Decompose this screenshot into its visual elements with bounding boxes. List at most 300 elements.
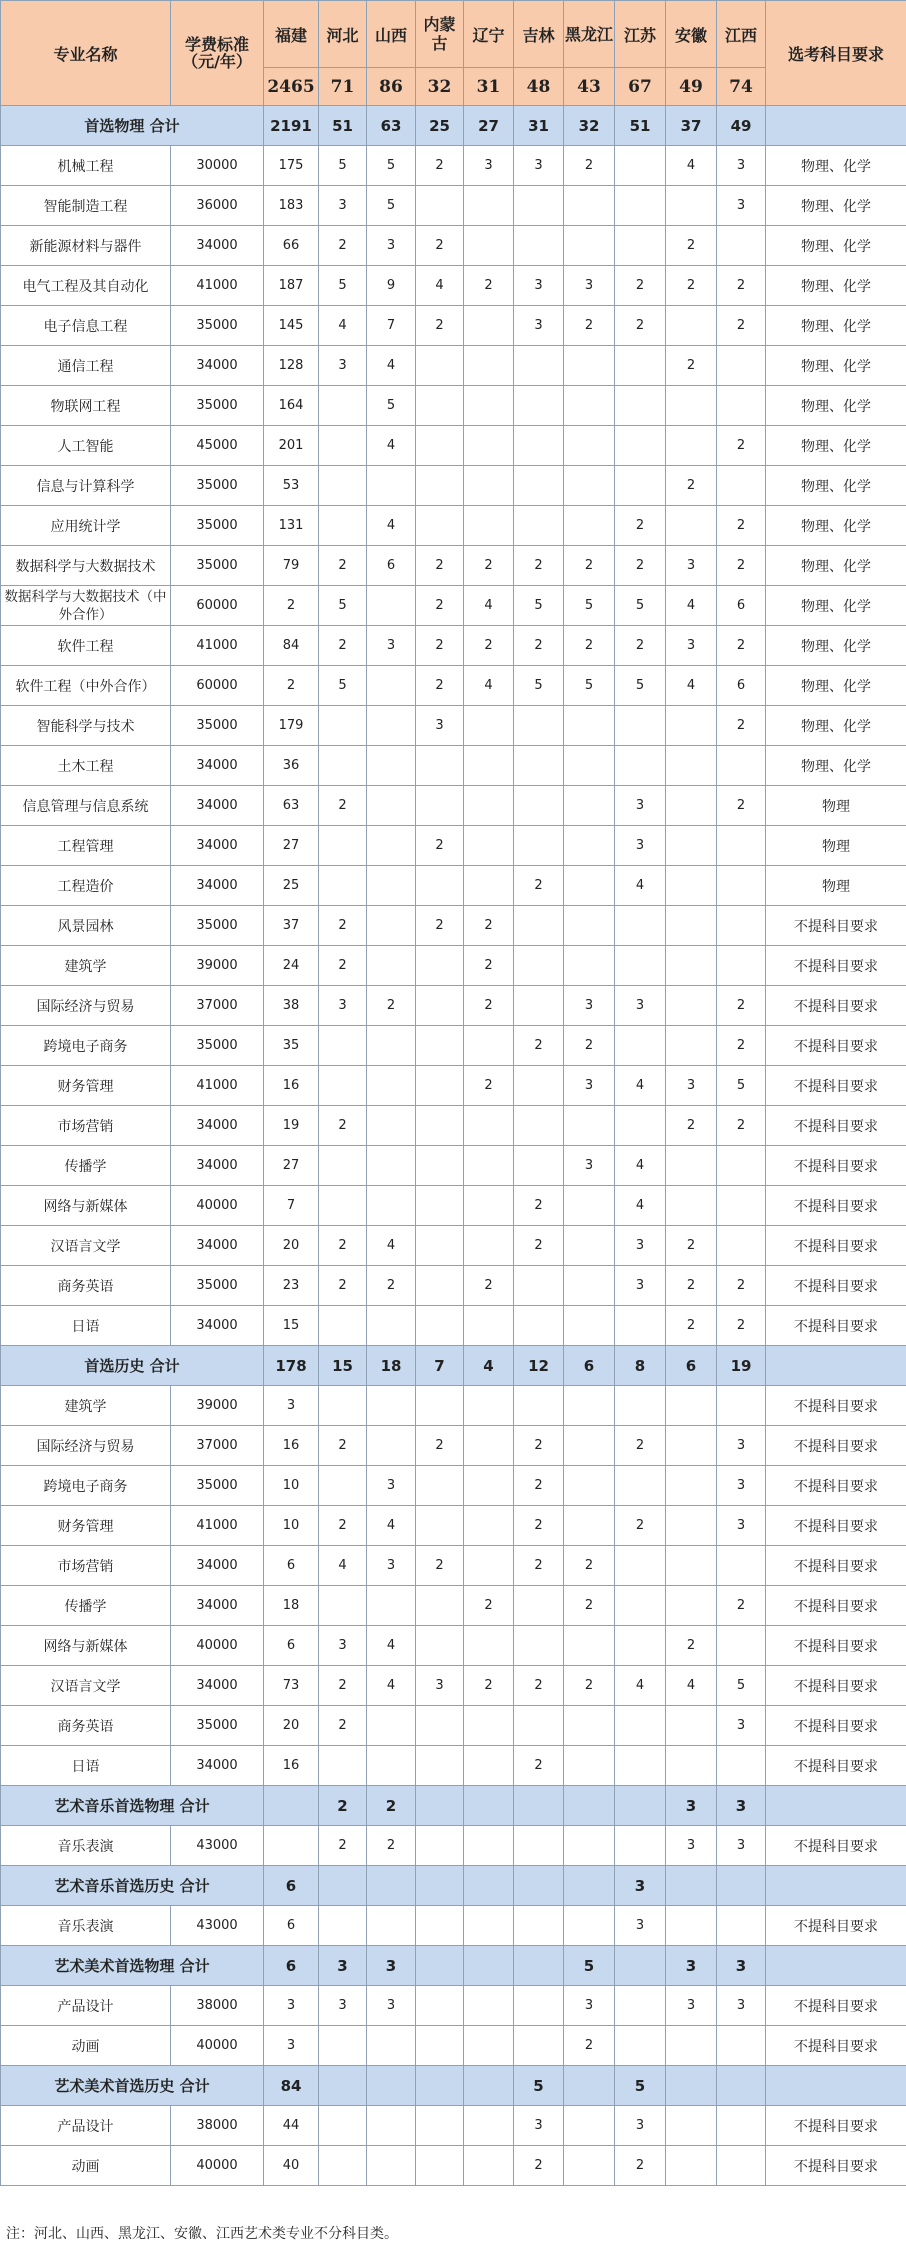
major-name: 智能制造工程 [1,186,171,226]
quota-cell: 2 [717,1266,766,1306]
quota-cell [416,946,464,986]
quota-cell [319,1186,367,1226]
quota-cell [615,2026,666,2066]
quota-cell [615,1386,666,1426]
quota-cell: 2 [367,1266,416,1306]
major-name: 市场营销 [1,1106,171,1146]
quota-cell: 15 [264,1306,319,1346]
quota-cell [367,1746,416,1786]
quota-cell: 2 [319,786,367,826]
quota-cell: 4 [367,346,416,386]
quota-cell [717,1386,766,1426]
quota-cell [564,1826,615,1866]
quota-cell: 5 [514,666,564,706]
quota-cell [514,1786,564,1826]
quota-cell [319,1386,367,1426]
quota-cell [717,1626,766,1666]
quota-cell [666,1186,717,1226]
quota-cell [564,1106,615,1146]
quota-cell: 4 [666,1666,717,1706]
table-row [1,306,906,346]
table-row [1,1026,906,1066]
quota-cell [319,1906,367,1946]
quota-cell: 51 [615,106,666,146]
quota-cell [367,706,416,746]
major-name: 电子信息工程 [1,306,171,346]
quota-cell [416,746,464,786]
quota-cell: 32 [564,106,615,146]
quota-cell: 3 [464,146,514,186]
quota-cell: 4 [319,1546,367,1586]
quota-cell [416,2026,464,2066]
quota-cell: 6 [367,546,416,586]
quota-cell: 8 [615,1346,666,1386]
quota-cell [666,906,717,946]
province-header: 江苏 [615,1,666,68]
fee-cell: 34000 [171,1106,264,1146]
quota-cell [615,186,666,226]
quota-cell: 5 [319,266,367,306]
quota-cell [514,186,564,226]
quota-cell: 3 [615,1906,666,1946]
requirement-cell: 物理、化学 [766,386,906,426]
quota-cell [464,1386,514,1426]
quota-cell: 2 [717,506,766,546]
quota-cell [514,466,564,506]
fee-cell: 41000 [171,1066,264,1106]
quota-cell [416,1786,464,1826]
table-row [1,506,906,546]
requirement-cell: 不提科目要求 [766,2106,906,2146]
table-row [1,706,906,746]
quota-cell: 3 [367,226,416,266]
quota-cell: 4 [666,586,717,626]
requirement-cell: 不提科目要求 [766,986,906,1026]
quota-cell: 2 [319,946,367,986]
requirement-cell: 物理 [766,866,906,906]
quota-cell: 4 [666,146,717,186]
quota-cell: 2 [319,1506,367,1546]
quota-cell: 5 [615,586,666,626]
quota-cell: 3 [717,1706,766,1746]
major-name: 财务管理 [1,1066,171,1106]
quota-cell [416,1946,464,1986]
quota-cell: 2 [464,986,514,1026]
requirement-cell: 不提科目要求 [766,1506,906,1546]
quota-cell: 15 [319,1346,367,1386]
quota-cell: 201 [264,426,319,466]
quota-cell [615,1306,666,1346]
quota-cell: 183 [264,186,319,226]
quota-cell [717,226,766,266]
requirement-cell: 不提科目要求 [766,906,906,946]
quota-cell: 40 [264,2146,319,2186]
requirement-cell: 不提科目要求 [766,1066,906,1106]
quota-cell: 44 [264,2106,319,2146]
quota-cell [666,746,717,786]
major-name: 新能源材料与器件 [1,226,171,266]
quota-cell: 2 [717,786,766,826]
quota-cell [615,346,666,386]
quota-cell: 2 [666,466,717,506]
quota-cell: 84 [264,626,319,666]
major-name: 汉语言文学 [1,1226,171,1266]
footnote: 注：河北、山西、黑龙江、安徽、江西艺术类专业不分科目类。 [6,2226,398,2242]
fee-cell: 40000 [171,1626,264,1666]
quota-cell [416,866,464,906]
quota-cell: 6 [717,586,766,626]
fee-cell: 40000 [171,2026,264,2066]
quota-cell [367,2146,416,2186]
requirement-cell: 物理、化学 [766,546,906,586]
subtotal-label: 首选物理 合计 [1,106,264,146]
quota-cell: 79 [264,546,319,586]
quota-cell [416,1386,464,1426]
quota-cell [666,506,717,546]
requirement-cell [766,106,906,146]
requirement-cell: 不提科目要求 [766,1466,906,1506]
quota-cell [416,2066,464,2106]
quota-cell [615,1746,666,1786]
total-cell: 49 [666,68,717,106]
quota-cell [615,1466,666,1506]
quota-cell [717,746,766,786]
quota-cell [416,2146,464,2186]
quota-cell [416,186,464,226]
quota-cell [367,1706,416,1746]
quota-cell: 4 [615,1066,666,1106]
quota-cell: 4 [615,1146,666,1186]
requirement-cell: 不提科目要求 [766,2026,906,2066]
fee-cell: 35000 [171,386,264,426]
fee-cell: 43000 [171,1906,264,1946]
fee-cell: 35000 [171,306,264,346]
province-header: 吉林 [514,1,564,68]
quota-cell: 2 [514,1426,564,1466]
quota-cell [666,1746,717,1786]
quota-cell: 2 [564,146,615,186]
quota-cell [416,1906,464,1946]
quota-cell [367,746,416,786]
quota-cell [367,1866,416,1906]
fee-cell: 34000 [171,1546,264,1586]
quota-cell [564,1226,615,1266]
quota-cell [264,1786,319,1826]
quota-cell: 3 [367,1546,416,1586]
quota-cell [464,1306,514,1346]
quota-cell: 128 [264,346,319,386]
quota-cell [564,1426,615,1466]
quota-cell: 2 [464,906,514,946]
major-name: 音乐表演 [1,1906,171,1946]
fee-cell: 41000 [171,1506,264,1546]
quota-cell: 2 [416,626,464,666]
quota-cell [564,1386,615,1426]
requirement-cell: 不提科目要求 [766,1706,906,1746]
quota-cell [464,706,514,746]
quota-cell [319,2146,367,2186]
major-name: 市场营销 [1,1546,171,1586]
quota-cell: 6 [666,1346,717,1386]
quota-cell [319,866,367,906]
quota-cell [615,466,666,506]
quota-cell [367,1146,416,1186]
quota-cell [717,2026,766,2066]
quota-cell: 5 [514,2066,564,2106]
quota-cell: 2 [319,1666,367,1706]
quota-cell: 7 [264,1186,319,1226]
quota-cell: 4 [464,1346,514,1386]
quota-cell [564,1786,615,1826]
province-header: 辽宁 [464,1,514,68]
quota-cell: 3 [319,1626,367,1666]
quota-cell [666,1866,717,1906]
fee-cell: 35000 [171,1706,264,1746]
fee-cell: 40000 [171,2146,264,2186]
quota-cell: 3 [416,1666,464,1706]
major-name: 数据科学与大数据技术（中外合作） [1,586,171,626]
quota-cell [464,466,514,506]
quota-cell [564,1866,615,1906]
quota-cell [666,2106,717,2146]
quota-cell: 2 [615,626,666,666]
quota-cell [319,466,367,506]
requirement-cell: 物理、化学 [766,666,906,706]
fee-cell: 36000 [171,186,264,226]
requirement-cell: 物理、化学 [766,146,906,186]
quota-cell: 53 [264,466,319,506]
total-cell: 71 [319,68,367,106]
quota-cell [319,826,367,866]
quota-cell: 2 [564,1666,615,1706]
subtotal-label: 艺术美术首选物理 合计 [1,1946,264,1986]
table-row [1,1426,906,1466]
quota-cell: 4 [464,666,514,706]
major-name: 机械工程 [1,146,171,186]
quota-cell [717,1226,766,1266]
quota-cell [264,1826,319,1866]
quota-cell: 2 [666,1106,717,1146]
fee-cell: 35000 [171,706,264,746]
total-cell: 31 [464,68,514,106]
major-name: 风景园林 [1,906,171,946]
quota-cell [615,1946,666,1986]
province-header: 江西 [717,1,766,68]
quota-cell [464,1146,514,1186]
quota-cell: 4 [367,1666,416,1706]
quota-cell: 2 [514,2146,564,2186]
quota-cell [464,1746,514,1786]
table-row [1,986,906,1026]
major-name: 土木工程 [1,746,171,786]
quota-cell [717,1906,766,1946]
quota-cell [615,906,666,946]
fee-cell: 34000 [171,866,264,906]
table-row [1,146,906,186]
quota-cell [514,1586,564,1626]
quota-cell: 5 [615,666,666,706]
fee-cell: 34000 [171,226,264,266]
table-row [1,1146,906,1186]
quota-cell: 2 [367,1826,416,1866]
subtotal-row [1,2066,906,2106]
quota-cell [717,1746,766,1786]
quota-cell: 2 [514,866,564,906]
major-name: 智能科学与技术 [1,706,171,746]
quota-cell: 2 [464,266,514,306]
quota-cell: 2 [717,1306,766,1346]
quota-cell [367,466,416,506]
table-row [1,1626,906,1666]
subtotal-row [1,1346,906,1386]
quota-cell: 23 [264,1266,319,1306]
major-header: 专业名称 [1,1,171,106]
quota-cell [564,2066,615,2106]
quota-cell: 3 [367,1986,416,2026]
major-name: 建筑学 [1,946,171,986]
requirement-cell: 不提科目要求 [766,1106,906,1146]
quota-cell [464,1546,514,1586]
quota-cell [666,2026,717,2066]
major-name: 软件工程（中外合作） [1,666,171,706]
quota-cell: 2 [264,586,319,626]
quota-cell [367,786,416,826]
quota-cell: 2 [319,1706,367,1746]
requirement-cell: 物理、化学 [766,586,906,626]
subtotal-label: 艺术音乐首选历史 合计 [1,1866,264,1906]
table-row [1,1226,906,1266]
quota-cell: 38 [264,986,319,1026]
quota-cell [514,1106,564,1146]
major-name: 国际经济与贸易 [1,1426,171,1466]
quota-cell: 37 [264,906,319,946]
quota-cell [367,866,416,906]
quota-cell: 16 [264,1066,319,1106]
quota-cell [564,1626,615,1666]
quota-cell [666,386,717,426]
quota-cell [666,786,717,826]
quota-cell [367,1426,416,1466]
quota-cell: 2 [514,1226,564,1266]
quota-cell [615,706,666,746]
major-name: 信息管理与信息系统 [1,786,171,826]
quota-cell: 2 [666,346,717,386]
quota-cell [564,1266,615,1306]
quota-cell [514,906,564,946]
quota-cell [717,386,766,426]
quota-cell [367,2106,416,2146]
table-row [1,1826,906,1866]
quota-cell: 3 [319,346,367,386]
quota-cell [319,1466,367,1506]
quota-cell: 3 [564,1986,615,2026]
quota-cell: 19 [717,1346,766,1386]
requirement-cell: 不提科目要求 [766,1546,906,1586]
quota-cell [666,306,717,346]
quota-cell: 3 [717,1826,766,1866]
quota-cell: 2 [319,226,367,266]
major-name: 网络与新媒体 [1,1186,171,1226]
quota-cell: 4 [666,666,717,706]
quota-cell [514,1866,564,1906]
table-row [1,1666,906,1706]
quota-cell [666,1546,717,1586]
quota-cell: 2 [464,1266,514,1306]
quota-cell: 3 [717,1786,766,1826]
requirement-cell: 物理 [766,826,906,866]
province-header: 内蒙古 [416,1,464,68]
quota-cell [464,2066,514,2106]
quota-cell: 2 [514,626,564,666]
major-name: 产品设计 [1,2106,171,2146]
quota-cell: 4 [367,1226,416,1266]
table-row [1,1986,906,2026]
requirement-cell: 不提科目要求 [766,1666,906,1706]
quota-cell [367,1066,416,1106]
quota-cell [564,346,615,386]
quota-cell: 2 [615,1506,666,1546]
quota-cell [464,1706,514,1746]
table-row [1,466,906,506]
quota-cell [666,946,717,986]
table-row [1,1506,906,1546]
fee-cell: 35000 [171,506,264,546]
quota-cell [666,866,717,906]
table-row [1,1066,906,1106]
quota-cell [416,1706,464,1746]
quota-cell [367,946,416,986]
major-name: 传播学 [1,1146,171,1186]
quota-cell: 10 [264,1506,319,1546]
quota-cell: 5 [615,2066,666,2106]
major-name: 数据科学与大数据技术 [1,546,171,586]
quota-cell: 6 [264,1946,319,1986]
major-name: 人工智能 [1,426,171,466]
quota-cell [464,226,514,266]
fee-cell: 35000 [171,1266,264,1306]
table-row [1,346,906,386]
quota-cell: 5 [564,586,615,626]
quota-cell: 5 [367,146,416,186]
quota-cell [416,2106,464,2146]
quota-cell [319,1026,367,1066]
fee-cell: 41000 [171,266,264,306]
table-row [1,666,906,706]
quota-cell [564,506,615,546]
quota-cell [514,1986,564,2026]
quota-cell: 3 [666,1826,717,1866]
province-header: 福建 [264,1,319,68]
quota-cell [464,2106,514,2146]
quota-cell: 3 [666,626,717,666]
quota-cell [666,1386,717,1426]
table-row [1,1586,906,1626]
quota-cell: 7 [416,1346,464,1386]
fee-cell: 34000 [171,1306,264,1346]
quota-cell: 4 [615,866,666,906]
quota-cell: 35 [264,1026,319,1066]
requirement-cell: 不提科目要求 [766,2146,906,2186]
quota-cell: 20 [264,1226,319,1266]
requirement-cell [766,1346,906,1386]
quota-cell [464,1626,514,1666]
quota-cell [564,426,615,466]
quota-cell [416,426,464,466]
quota-cell: 2 [717,306,766,346]
quota-cell: 3 [319,1986,367,2026]
major-name: 应用统计学 [1,506,171,546]
quota-cell [319,1066,367,1106]
